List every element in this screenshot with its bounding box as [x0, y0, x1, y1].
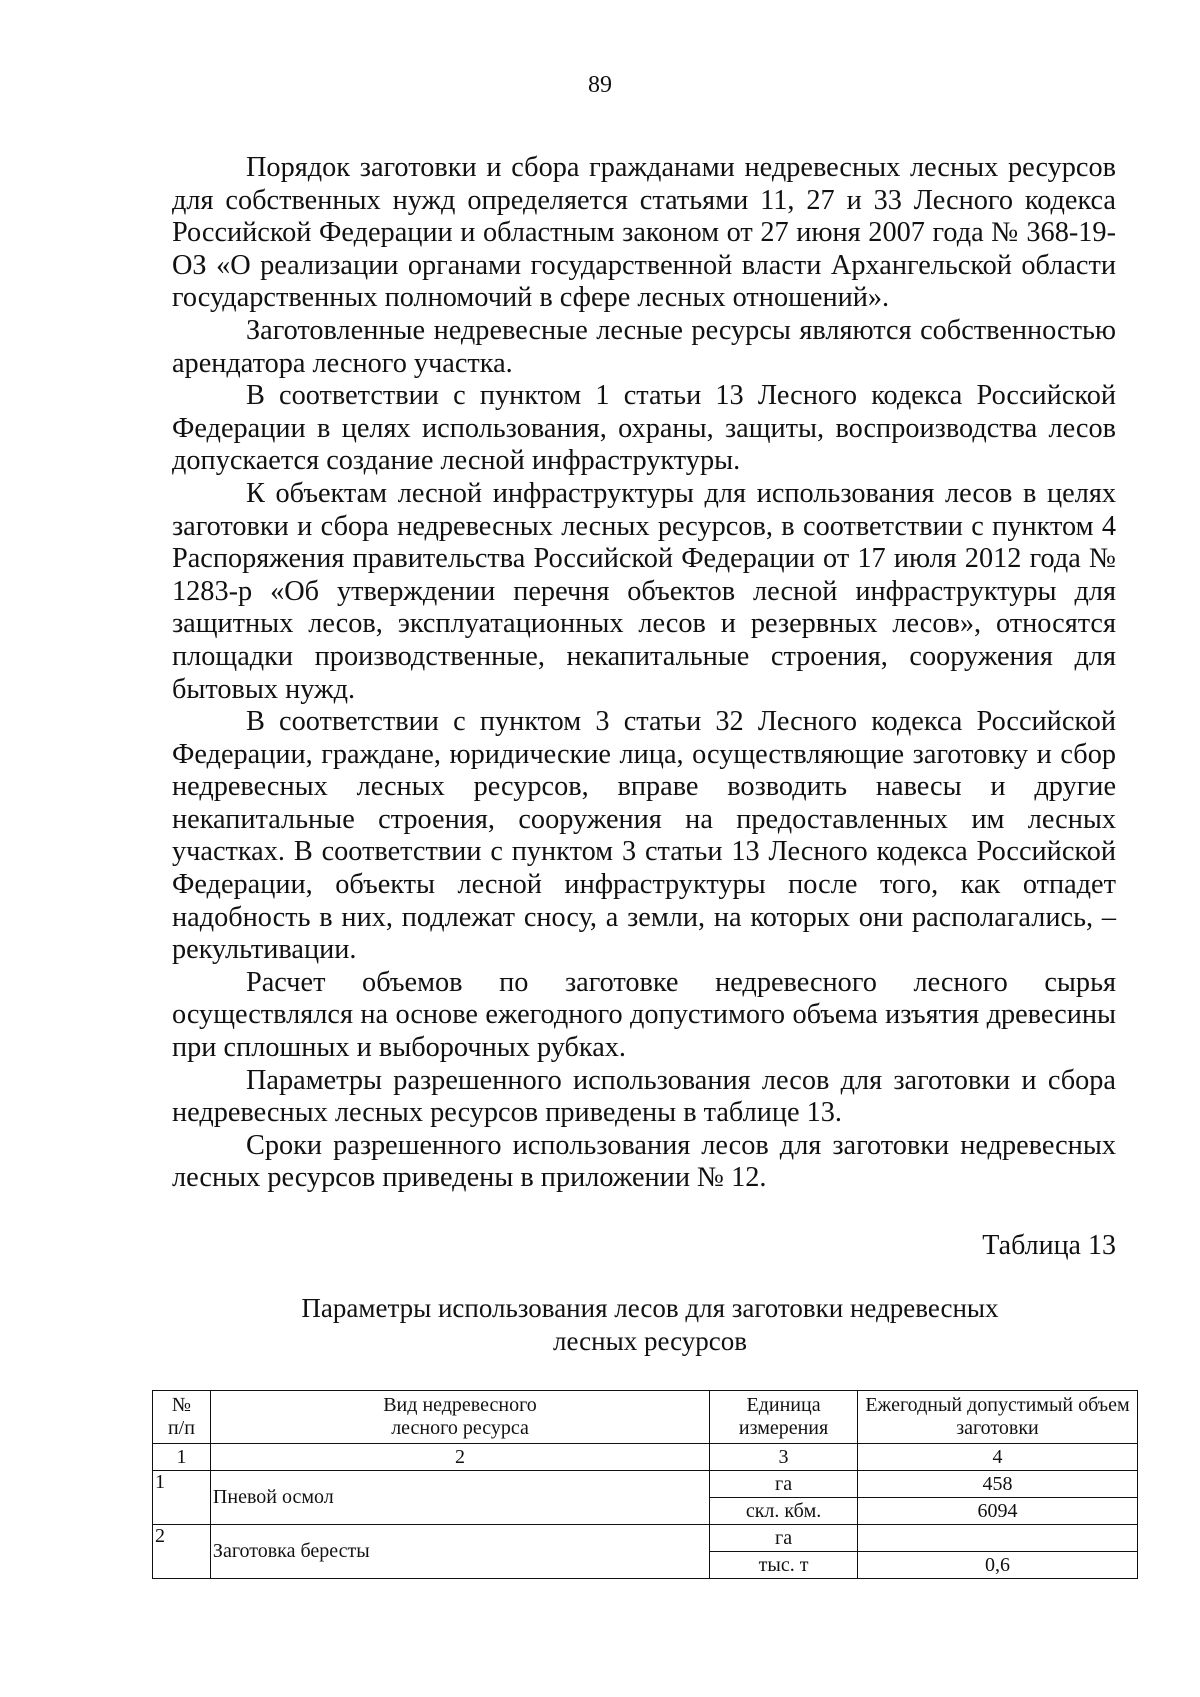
page-number: 89 [588, 72, 612, 98]
row-number-cell: 1 [153, 1471, 211, 1525]
resource-name-cell: Пневой осмол [210, 1471, 709, 1525]
header-cell-unit: Единица измерения [710, 1391, 858, 1444]
paragraph: К объектам лесной инфраструктуры для использования лесов в целях заготовки и сбора недревесных лесных ресурсов, в соответствии с пунктом 4 Распоряжения правительства Российской Федерации от 17 июля 2012 года № 1283-р «Об утверждении перечня объектов лесной инфраструктуры для защитных лесов, эксплуатационных лесов и резервных лесов», относятся площадки производственные, некапитальные строения, сооружения для бытовых нужд. [172, 477, 1116, 705]
column-number-cell: 1 [153, 1444, 211, 1471]
body-text [172, 152, 1116, 1195]
paragraph: В соответствии с пунктом 3 статьи 32 Лесного кодекса Российской Федерации, граждане, юридические лица, осуществляющие заготовку и сбор недревесных лесных ресурсов, вправе возводить навесы и другие некапитальные строения, сооружения на предоставленных им лесных участках. В соответствии с пунктом 3 статьи 13 Лесного кодекса Российской Федерации, объекты лесной инфраструктуры после того, как отпадет надобность в них, подлежат сносу, а земли, на которых они располагались, – рекультивации. [172, 706, 1116, 966]
unit-cell: тыс. т [710, 1552, 858, 1579]
table-title-line: Параметры использования лесов для заготовки недревесных [301, 1293, 999, 1323]
header-cell-number: № п/п [153, 1391, 211, 1444]
unit-cell: скл. кбм. [710, 1498, 858, 1525]
volume-cell: 0,6 [857, 1552, 1137, 1579]
volume-cell: 458 [857, 1471, 1137, 1498]
table-row [153, 1525, 1138, 1552]
column-number-cell: 2 [210, 1444, 709, 1471]
column-number-cell: 4 [857, 1444, 1137, 1471]
table-title [300, 1292, 1000, 1358]
table-caption: Таблица 13 [982, 1230, 1116, 1261]
table-row [153, 1471, 1138, 1498]
table-title-line: лесных ресурсов [553, 1326, 747, 1356]
paragraph: В соответствии с пунктом 1 статьи 13 Лесного кодекса Российской Федерации в целях использования, охраны, защиты, воспроизводства лесов допускается создание лесной инфраструктуры. [172, 380, 1116, 477]
paragraph: Сроки разрешенного использования лесов для заготовки недревесных лесных ресурсов приведены в приложении № 12. [172, 1129, 1116, 1194]
unit-cell: га [710, 1471, 858, 1498]
paragraph: Порядок заготовки и сбора гражданами недревесных лесных ресурсов для собственных нужд определяется статьями 11, 27 и 33 Лесного кодекса Российской Федерации и областным законом от 27 июня 2007 года № 368-19-ОЗ «О реализации органами государственной власти Архангельской области государственных полномочий в сфере лесных отношений». [172, 152, 1116, 314]
table-header-row [153, 1391, 1138, 1444]
resource-name-cell: Заготовка бересты [210, 1525, 709, 1579]
paragraph: Заготовленные недревесные лесные ресурсы являются собственностью арендатора лесного участка. [172, 314, 1116, 379]
column-number-row [153, 1444, 1138, 1471]
header-cell-resource: Вид недревесного лесного ресурса [210, 1391, 709, 1444]
unit-cell: га [710, 1525, 858, 1552]
row-number-cell: 2 [153, 1525, 211, 1579]
paragraph: Параметры разрешенного использования лесов для заготовки и сбора недревесных лесных ресурсов приведены в таблице 13. [172, 1064, 1116, 1129]
paragraph: Расчет объемов по заготовке недревесного лесного сырья осуществлялся на основе ежегодного допустимого объема изъятия древесины при сплошных и выборочных рубках. [172, 966, 1116, 1064]
column-number-cell: 3 [710, 1444, 858, 1471]
volume-cell [857, 1525, 1137, 1552]
parameters-table [152, 1390, 1138, 1579]
volume-cell: 6094 [857, 1498, 1137, 1525]
header-cell-volume: Ежегодный допустимый объем заготовки [857, 1391, 1137, 1444]
